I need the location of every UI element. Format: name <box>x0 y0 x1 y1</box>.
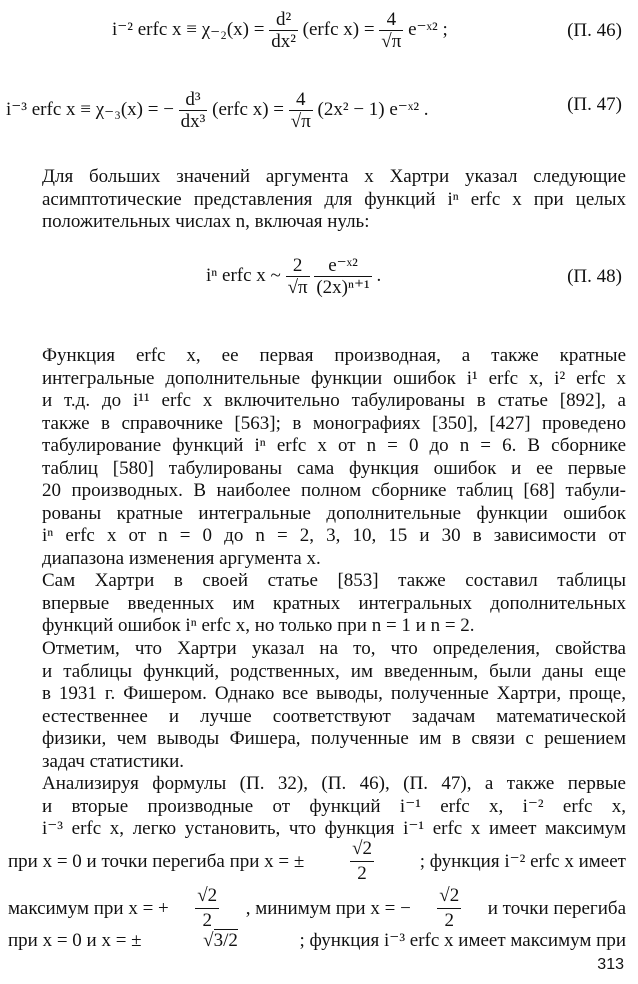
math-line-a: при x = 0 и точки перегиба при x = ± $\frac{√2}{2}$ ; функция i⁻² erfc x имеет <box>8 838 626 884</box>
formula-text: e⁻ˣ² ; <box>408 18 448 40</box>
paragraph-3: Отметим, что Хартри указал на то, что определения, свойства и таблицы функций, родственных, им введенным, были даны еще в 1931 г. Фишером. Однако все выводы, полученные Хартри, проще, естественнее и лучше соответствуют задачам математической физики, чем выводы Фишера, полученные им в связи с решением задач статистики. <box>42 638 626 772</box>
formula-text: (2x² − 1) e⁻ˣ² . <box>317 98 429 120</box>
fraction: $\frac{\text{d²}}{\text{dx²}}$ <box>271 9 296 52</box>
fraction: $\frac{\text{e⁻ˣ²}}{\text{(2x)ⁿ⁺¹}}$ <box>316 255 370 298</box>
formula-text: . <box>376 264 382 286</box>
math-line-b: максимум при x = + $\frac{√2}{2}$ , минимум при x = − $\frac{√2}{2}$ и точки перегиба <box>8 885 626 931</box>
equation-label: (П. 47) <box>567 94 622 115</box>
paragraph-1: Функция erfc x, ее первая производная, а также кратные интегральные дополнительные функции ошибок i¹ erfc x, i² erfc x и т.д. до i¹¹ erfc x включительно табулированы в статье [892], а также в справочнике [563]; в монографиях [350], [427] проведено табулирование функций iⁿ erfc x от n = 0 до n = 6. В сборнике таблиц [580] табулированы сама функция ошибок и ее первые 20 производных. В наиболее полном сборнике таблиц [68] табули- рованы кратные интегральные дополнительные функции ошибок iⁿ erfc x от n = 0 до n = 2, 3, 10, 15 и 30 в зависимости от диапазона изменения аргумента x. <box>42 345 626 569</box>
formula-text: i⁻² erfc x ≡ χ₋₂(x) = <box>112 18 265 40</box>
fraction: $\frac{√2}{2}$ <box>197 885 218 931</box>
formula-p48 <box>206 256 381 297</box>
formula-p46 <box>112 10 448 51</box>
fraction: $\frac{\text{d³}}{\text{dx³}}$ <box>180 89 206 132</box>
fraction: $\frac{√2}{2}$ <box>439 885 460 931</box>
page-number: 313 <box>597 956 624 973</box>
paragraph-intro: Для больших значений аргумента x Хартри указал следующие асимптотические представления для функций iⁿ erfc x при целых положительных числах n, включая нуль: <box>42 166 626 232</box>
equation-label: (П. 48) <box>567 266 622 287</box>
fraction: $\frac{4}{√\pi}$ <box>290 89 311 132</box>
formula-text: i⁻³ erfc x ≡ χ₋₃(x) = − <box>6 98 174 120</box>
formula-text: (erfc x) = <box>212 98 285 120</box>
formula-p47 <box>6 90 429 131</box>
paragraph-4: Анализируя формулы (П. 32), (П. 46), (П. 47), а также первые и вторые производные от функций i⁻¹ erfc x, i⁻² erfc x, i⁻³ erfc x, легко установить, что функция i⁻¹ erfc x имеет максимум <box>42 773 626 839</box>
fraction: $\frac{4}{√\pi}$ <box>381 9 402 52</box>
math-line-c: при x = 0 и x = ± √3/2 ; функция i⁻³ erfc x имеет максимум при <box>8 929 626 951</box>
equation-label: (П. 46) <box>567 20 622 41</box>
fraction: $\frac{√2}{2}$ <box>352 838 372 884</box>
formula-text: (erfc x) = <box>302 18 375 40</box>
paragraph-2: Сам Хартри в своей статье [853] также составил таблицы впервые введенных им кратных интегральных дополнительных функций ошибок iⁿ erfc x, но только при n = 1 и n = 2. <box>42 570 626 636</box>
sqrt-expression: √3/2 <box>203 929 238 951</box>
fraction: $\frac{2}{√\pi}$ <box>287 255 308 298</box>
formula-text: iⁿ erfc x ~ <box>206 264 281 286</box>
